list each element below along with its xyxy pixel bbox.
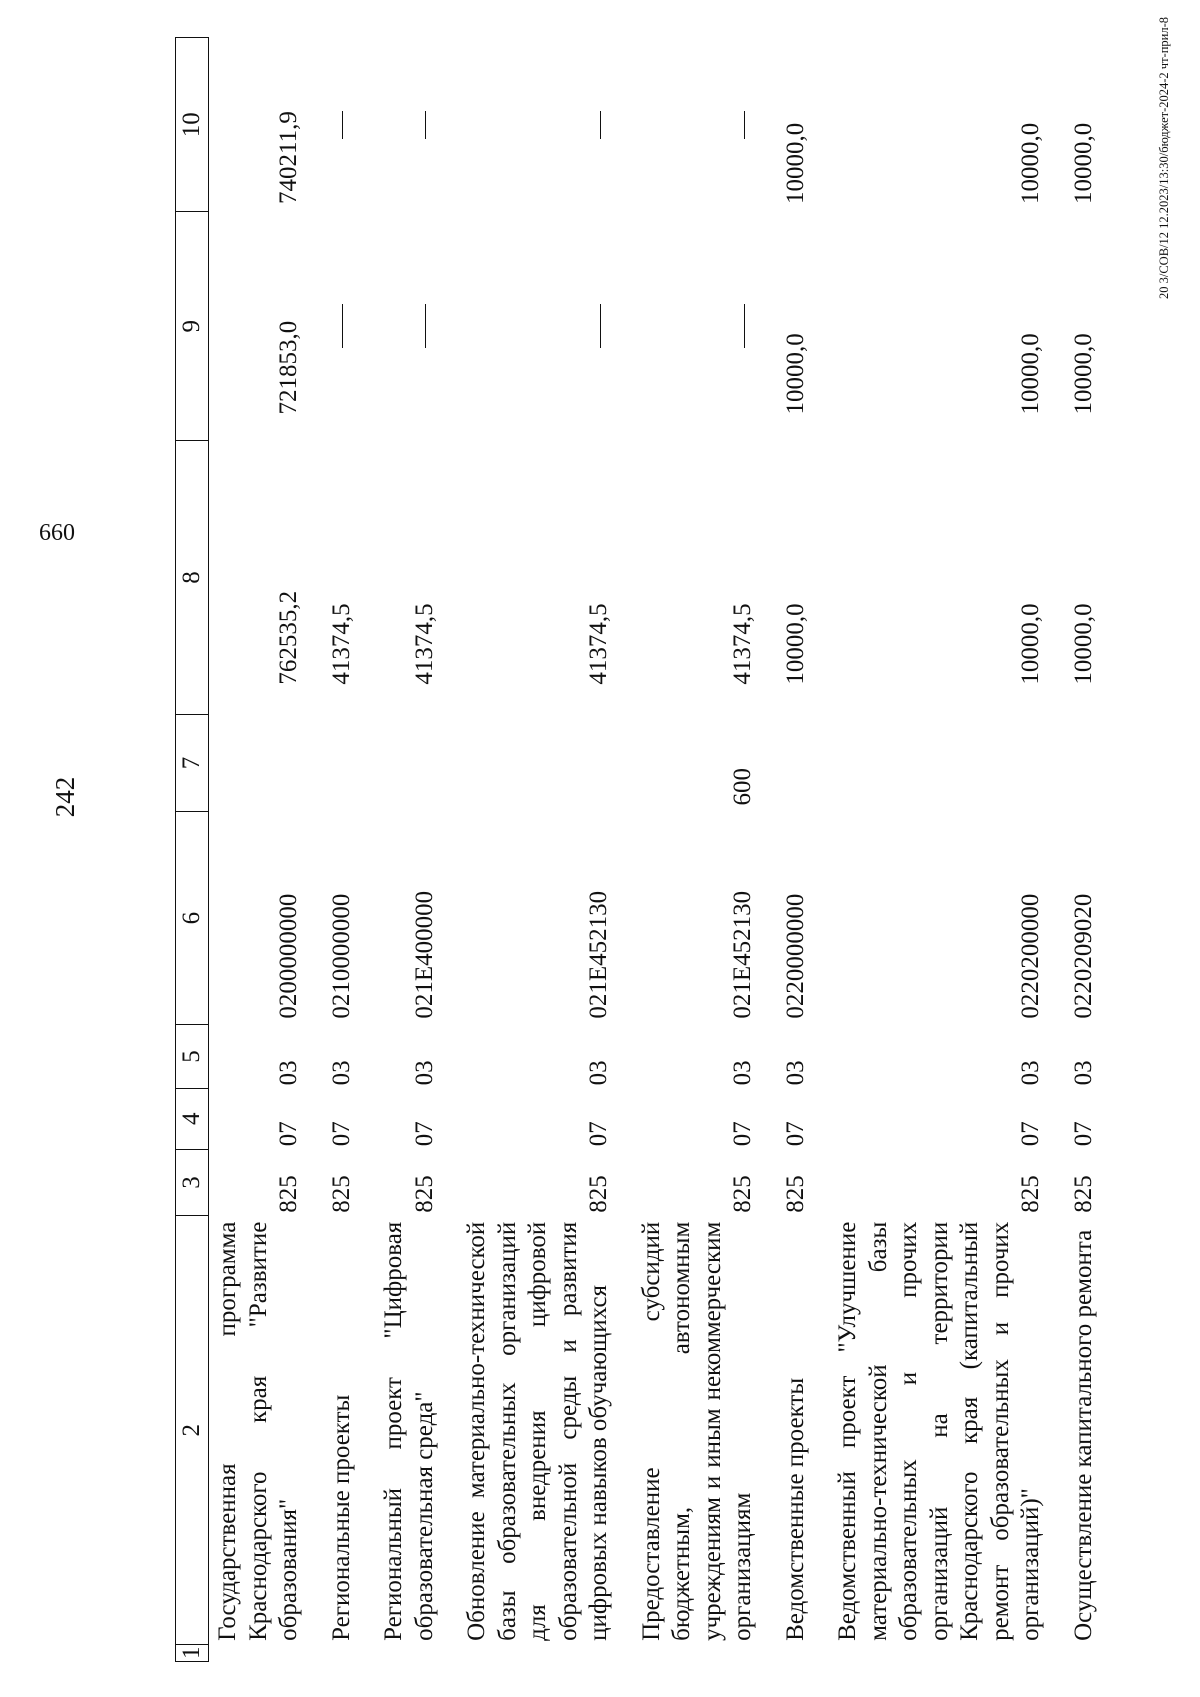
row-spacer-cell bbox=[305, 1645, 358, 1662]
cell-c3: 825 bbox=[327, 1175, 355, 1213]
dash-mark bbox=[425, 111, 426, 139]
table-row bbox=[811, 38, 1047, 1662]
cell-c3: 825 bbox=[275, 1175, 302, 1213]
cell-c9-dash bbox=[305, 212, 358, 440]
cell-c10-dash bbox=[440, 38, 615, 213]
cell-c6: 021E452130 bbox=[585, 890, 612, 1019]
cell-c3: 825 bbox=[410, 1175, 438, 1213]
cell-c4: 07 bbox=[585, 1121, 612, 1147]
column-header-8: 8 bbox=[176, 440, 209, 714]
cell-c9-dash bbox=[440, 212, 615, 440]
cell-c5: 03 bbox=[410, 1060, 438, 1086]
row-spacer-cell bbox=[440, 1645, 615, 1662]
cell-c8: 41374,5 bbox=[327, 603, 355, 685]
cell-c5: 03 bbox=[729, 1060, 756, 1086]
row-spacer-cell bbox=[209, 1645, 305, 1662]
cell-c5: 03 bbox=[275, 1060, 302, 1086]
cell-c7: 600 bbox=[729, 767, 756, 806]
row-spacer-cell bbox=[759, 1645, 812, 1662]
cell-c8: 10000,0 bbox=[1069, 603, 1097, 685]
cell-c7 bbox=[811, 715, 1047, 812]
cell-c9-dash bbox=[615, 212, 759, 440]
cell-c6: 0200000000 bbox=[275, 893, 302, 1019]
dash-mark bbox=[342, 111, 343, 139]
cell-c6: 021E452130 bbox=[729, 890, 756, 1019]
column-header-7: 7 bbox=[176, 715, 209, 812]
cell-c8: 41374,5 bbox=[585, 603, 612, 685]
cell-c6: 0220209020 bbox=[1069, 893, 1097, 1019]
page-number-top: 242 bbox=[50, 776, 80, 818]
row-name: Осуществление капитального ремонта bbox=[1069, 1229, 1097, 1641]
row-spacer-cell bbox=[811, 1645, 1047, 1662]
cell-c7 bbox=[1047, 715, 1100, 812]
cell-c10: 740211,9 bbox=[275, 111, 302, 204]
column-header-4: 4 bbox=[176, 1088, 209, 1149]
row-spacer-cell bbox=[1047, 1645, 1100, 1662]
cell-c5: 03 bbox=[327, 1060, 355, 1086]
cell-c6: 0210000000 bbox=[327, 893, 355, 1019]
cell-c4: 07 bbox=[781, 1121, 809, 1147]
cell-c8: 41374,5 bbox=[729, 603, 756, 685]
cell-c3: 825 bbox=[1017, 1175, 1044, 1213]
cell-c5: 03 bbox=[585, 1060, 612, 1086]
row-name: Ведомственные проекты bbox=[781, 1377, 809, 1641]
cell-c10: 10000,0 bbox=[1017, 122, 1044, 204]
row-name: Ведомственный проект "Улучшение материально-технической базы образовательных и прочих организаций на территории Краснодарского края (капитальный ремонт образовательных и прочих организаций)" bbox=[834, 1221, 1044, 1641]
column-header-6: 6 bbox=[176, 811, 209, 1024]
cell-c9: 10000,0 bbox=[1069, 333, 1097, 415]
column-header-5: 5 bbox=[176, 1025, 209, 1089]
dash-mark bbox=[425, 304, 426, 348]
cell-c3: 825 bbox=[781, 1175, 809, 1213]
cell-c4: 07 bbox=[1017, 1121, 1044, 1147]
cell-c8: 10000,0 bbox=[1017, 603, 1044, 685]
cell-c4: 07 bbox=[275, 1121, 302, 1147]
cell-c9: 721853,0 bbox=[275, 320, 302, 415]
dash-mark bbox=[342, 304, 343, 348]
row-name: Обновление материально-технической базы образовательных организаций для внедрения цифровой образовательной среды и развития цифровых навыков обучающихся bbox=[463, 1221, 612, 1641]
row-name: Государственная программа Краснодарского края "Развитие образования" bbox=[214, 1221, 302, 1641]
column-header-10: 10 bbox=[176, 38, 209, 213]
column-header-9: 9 bbox=[176, 212, 209, 440]
cell-c7 bbox=[440, 715, 615, 812]
column-header-1: 1 bbox=[176, 1645, 209, 1662]
print-code: 20 3/СОВ/12 12.2023/13:30/бюджет-2024-2 чт-прил-8 bbox=[1157, 17, 1171, 299]
table-row bbox=[615, 38, 759, 1662]
cell-c5: 03 bbox=[1069, 1060, 1097, 1086]
cell-c9: 10000,0 bbox=[1017, 333, 1044, 415]
column-header-3: 3 bbox=[176, 1149, 209, 1215]
cell-c4: 07 bbox=[327, 1121, 355, 1147]
cell-c7 bbox=[357, 715, 440, 812]
cell-c9-dash bbox=[357, 212, 440, 440]
table-header-row bbox=[176, 38, 209, 1662]
table-row bbox=[1047, 38, 1100, 1662]
cell-c10: 10000,0 bbox=[781, 122, 809, 204]
table-row bbox=[759, 38, 812, 1662]
cell-c6: 021E400000 bbox=[410, 890, 438, 1019]
cell-c10-dash bbox=[615, 38, 759, 213]
row-name: Предоставление субсидий бюджетным, автономным учреждениям и иным некоммерческим организациям bbox=[637, 1221, 756, 1641]
cell-c10-dash bbox=[305, 38, 358, 213]
cell-c3: 825 bbox=[1069, 1175, 1097, 1213]
cell-c8: 41374,5 bbox=[410, 603, 438, 685]
cell-c8: 10000,0 bbox=[781, 603, 809, 685]
cell-c10-dash bbox=[357, 38, 440, 213]
table-row bbox=[209, 38, 305, 1662]
cell-c9: 10000,0 bbox=[781, 333, 809, 415]
table-row bbox=[305, 38, 358, 1662]
cell-c3: 825 bbox=[585, 1175, 612, 1213]
cell-c5: 03 bbox=[1017, 1060, 1044, 1086]
cell-c6: 0220200000 bbox=[1017, 893, 1044, 1019]
dash-mark bbox=[744, 111, 745, 139]
cell-c7 bbox=[209, 715, 305, 812]
table-row bbox=[440, 38, 615, 1662]
cell-c4: 07 bbox=[410, 1121, 438, 1147]
cell-c7 bbox=[305, 715, 358, 812]
row-spacer-cell bbox=[615, 1645, 759, 1662]
cell-c8: 762535,2 bbox=[275, 590, 302, 685]
row-spacer-cell bbox=[357, 1645, 440, 1662]
dash-mark bbox=[744, 304, 745, 348]
cell-c10: 10000,0 bbox=[1069, 122, 1097, 204]
cell-c4: 07 bbox=[729, 1121, 756, 1147]
dash-mark bbox=[600, 304, 601, 348]
table-row bbox=[357, 38, 440, 1662]
cell-c7 bbox=[759, 715, 812, 812]
cell-c5: 03 bbox=[781, 1060, 809, 1086]
budget-table bbox=[175, 37, 1099, 1662]
cell-c3: 825 bbox=[729, 1175, 756, 1213]
sheet-number: 660 bbox=[39, 520, 75, 546]
row-name: Региональные проекты bbox=[327, 1394, 355, 1641]
dash-mark bbox=[600, 111, 601, 139]
row-name: Региональный проект "Цифровая образовательная среда" bbox=[380, 1221, 438, 1641]
cell-c4: 07 bbox=[1069, 1121, 1097, 1147]
cell-c6: 0220000000 bbox=[781, 893, 809, 1019]
column-header-2: 2 bbox=[176, 1216, 209, 1645]
